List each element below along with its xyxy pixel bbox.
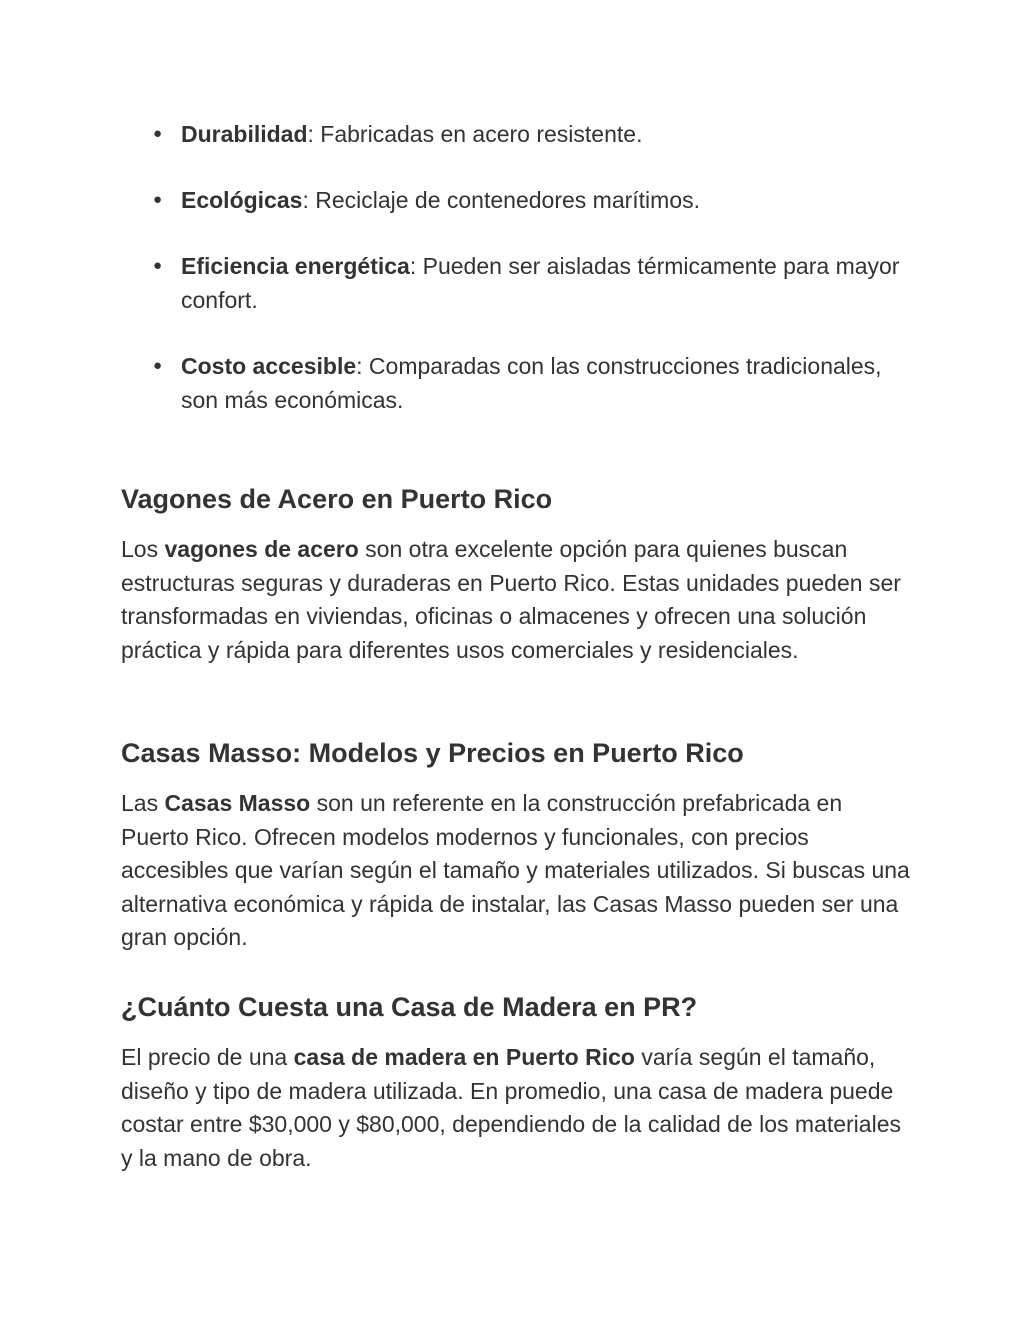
section-heading: Vagones de Acero en Puerto Rico xyxy=(121,484,553,514)
section-vagones xyxy=(121,482,911,667)
section-heading: Casas Masso: Modelos y Precios en Puerto Rico xyxy=(121,738,744,768)
item-text: : Reciclaje de contenedores marítimos. xyxy=(302,187,701,213)
paragraph-bold: Casas Masso xyxy=(164,790,311,816)
paragraph-lead: Los xyxy=(121,536,165,562)
item-term: Durabilidad xyxy=(181,121,308,147)
section-heading: ¿Cuánto Cuesta una Casa de Madera en PR? xyxy=(121,992,698,1022)
item-term: Eficiencia energética xyxy=(181,253,410,279)
bullet-icon: ● xyxy=(153,257,163,274)
item-text: : Fabricadas en acero resistente. xyxy=(307,121,643,147)
section-paragraph xyxy=(121,1041,911,1175)
features-list xyxy=(0,117,1024,449)
section-paragraph xyxy=(121,533,911,667)
section-casa-madera xyxy=(121,990,911,1175)
list-item xyxy=(0,349,1024,417)
paragraph-bold: casa de madera en Puerto Rico xyxy=(293,1044,635,1070)
item-text: : Comparadas con las construcciones tradicionales, son más económicas. xyxy=(181,353,882,413)
section-casas-masso xyxy=(121,736,911,955)
list-item xyxy=(0,183,1024,217)
bullet-icon: ● xyxy=(153,191,163,208)
paragraph-lead: El precio de una xyxy=(121,1044,294,1070)
item-text: : Pueden ser aisladas térmicamente para mayor confort. xyxy=(181,253,900,313)
bullet-icon: ● xyxy=(153,357,163,374)
paragraph-rest: son otra excelente opción para quienes buscan estructuras seguras y duraderas en Puerto Rico. Estas unidades pueden ser transformadas en viviendas, oficinas o almacenes y ofrecen una solución práctica y rápida para diferentes usos comerciales y residenciales. xyxy=(121,536,901,663)
section-paragraph xyxy=(121,787,911,955)
item-term: Ecológicas xyxy=(181,187,303,213)
paragraph-rest: son un referente en la construcción prefabricada en Puerto Rico. Ofrecen modelos modernos y funcionales, con precios accesibles que varían según el tamaño y materiales utilizados. Si buscas una alternativa económica y rápida de instalar, las Casas Masso pueden ser una gran opción. xyxy=(121,790,910,950)
paragraph-bold: vagones de acero xyxy=(164,536,359,562)
list-item xyxy=(0,117,1024,151)
paragraph-lead: Las xyxy=(121,790,165,816)
list-item xyxy=(0,249,1024,317)
paragraph-rest: varía según el tamaño, diseño y tipo de madera utilizada. En promedio, una casa de madera puede costar entre $30,000 y $80,000, dependiendo de la calidad de los materiales y la mano de obra. xyxy=(121,1044,901,1171)
bullet-icon: ● xyxy=(153,125,163,142)
item-term: Costo accesible xyxy=(181,353,357,379)
